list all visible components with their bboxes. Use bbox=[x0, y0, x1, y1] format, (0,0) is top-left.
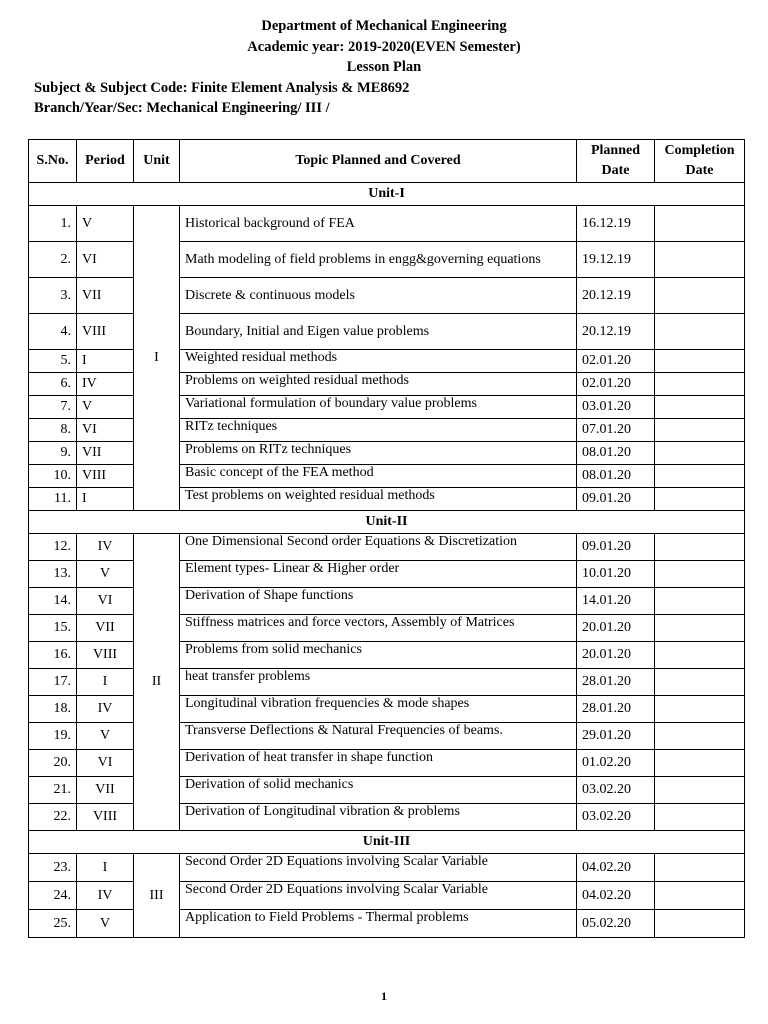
sno-cell: 11. bbox=[29, 488, 77, 511]
period-cell: VI bbox=[77, 419, 134, 442]
topic-cell: Problems on RITz techniques bbox=[180, 442, 577, 465]
sno-cell: 12. bbox=[29, 534, 77, 561]
col-header-period: Period bbox=[77, 140, 134, 183]
col-header-completion-date bbox=[655, 140, 745, 183]
completion-date-label-1: Completion bbox=[664, 143, 735, 158]
topic-cell: Historical background of FEA bbox=[180, 206, 577, 242]
planned-date-cell: 20.01.20 bbox=[577, 642, 655, 669]
topic-cell: Derivation of heat transfer in shape function bbox=[180, 750, 577, 777]
sno-cell: 14. bbox=[29, 588, 77, 615]
completion-date-cell bbox=[655, 696, 745, 723]
completion-date-label-2: Date bbox=[685, 163, 714, 178]
period-cell: VII bbox=[77, 278, 134, 314]
table-row bbox=[29, 534, 745, 561]
planned-date-cell: 03.02.20 bbox=[577, 777, 655, 804]
planned-date-cell: 08.01.20 bbox=[577, 465, 655, 488]
unit-header-unit-2: Unit-II bbox=[29, 511, 745, 534]
sno-cell: 4. bbox=[29, 314, 77, 350]
topic-cell: Stiffness matrices and force vectors, Assembly of Matrices bbox=[180, 615, 577, 642]
table-row bbox=[29, 206, 745, 242]
planned-date-cell: 09.01.20 bbox=[577, 534, 655, 561]
topic-cell: Transverse Deflections & Natural Frequencies of beams. bbox=[180, 723, 577, 750]
sno-cell: 21. bbox=[29, 777, 77, 804]
topic-cell: One Dimensional Second order Equations & Discretization bbox=[180, 534, 577, 561]
sno-cell: 17. bbox=[29, 669, 77, 696]
sno-cell: 13. bbox=[29, 561, 77, 588]
sno-cell: 7. bbox=[29, 396, 77, 419]
period-cell: IV bbox=[77, 534, 134, 561]
academic-year: Academic year: 2019-2020(EVEN Semester) bbox=[247, 38, 521, 55]
completion-date-cell bbox=[655, 561, 745, 588]
period-cell: IV bbox=[77, 882, 134, 910]
lesson-plan-table bbox=[28, 139, 745, 938]
planned-date-cell: 08.01.20 bbox=[577, 442, 655, 465]
planned-date-cell: 28.01.20 bbox=[577, 696, 655, 723]
sno-cell: 25. bbox=[29, 910, 77, 938]
topic-cell: Application to Field Problems - Thermal problems bbox=[180, 910, 577, 938]
completion-date-cell bbox=[655, 373, 745, 396]
topic-cell: Derivation of Longitudinal vibration & problems bbox=[180, 804, 577, 831]
topic-cell: Second Order 2D Equations involving Scalar Variable bbox=[180, 882, 577, 910]
topic-cell: Discrete & continuous models bbox=[180, 278, 577, 314]
topic-cell: Test problems on weighted residual methods bbox=[180, 488, 577, 511]
planned-date-cell: 02.01.20 bbox=[577, 350, 655, 373]
period-cell: I bbox=[77, 669, 134, 696]
period-cell: VI bbox=[77, 242, 134, 278]
planned-date-cell: 14.01.20 bbox=[577, 588, 655, 615]
topic-cell: Variational formulation of boundary value problems bbox=[180, 396, 577, 419]
completion-date-cell bbox=[655, 804, 745, 831]
topic-cell: Longitudinal vibration frequencies & mode shapes bbox=[180, 696, 577, 723]
sno-cell: 19. bbox=[29, 723, 77, 750]
period-cell: V bbox=[77, 561, 134, 588]
completion-date-cell bbox=[655, 910, 745, 938]
unit-header-row bbox=[29, 183, 745, 206]
sno-cell: 24. bbox=[29, 882, 77, 910]
unit-header-unit-1: Unit-I bbox=[29, 183, 745, 206]
completion-date-cell bbox=[655, 750, 745, 777]
completion-date-cell bbox=[655, 465, 745, 488]
completion-date-cell bbox=[655, 314, 745, 350]
unit-header-row bbox=[29, 831, 745, 854]
sno-cell: 3. bbox=[29, 278, 77, 314]
planned-date-cell: 03.01.20 bbox=[577, 396, 655, 419]
planned-date-cell: 10.01.20 bbox=[577, 561, 655, 588]
topic-cell: Derivation of Shape functions bbox=[180, 588, 577, 615]
document-title: Lesson Plan bbox=[346, 59, 422, 75]
department-title: Department of Mechanical Engineering bbox=[261, 18, 507, 34]
planned-date-cell: 07.01.20 bbox=[577, 419, 655, 442]
completion-date-cell bbox=[655, 854, 745, 882]
topic-cell: Basic concept of the FEA method bbox=[180, 465, 577, 488]
planned-date-label-1: Planned bbox=[590, 143, 640, 158]
topic-cell: heat transfer problems bbox=[180, 669, 577, 696]
period-cell: V bbox=[77, 396, 134, 419]
period-cell: V bbox=[77, 206, 134, 242]
sno-cell: 1. bbox=[29, 206, 77, 242]
completion-date-cell bbox=[655, 396, 745, 419]
sno-cell: 9. bbox=[29, 442, 77, 465]
planned-date-cell: 09.01.20 bbox=[577, 488, 655, 511]
topic-cell: Boundary, Initial and Eigen value problems bbox=[180, 314, 577, 350]
unit-header-unit-3: Unit-III bbox=[29, 831, 745, 854]
sno-cell: 23. bbox=[29, 854, 77, 882]
period-cell: IV bbox=[77, 696, 134, 723]
topic-cell: Math modeling of field problems in engg&governing equations bbox=[180, 242, 577, 278]
period-cell: VII bbox=[77, 442, 134, 465]
planned-date-cell: 20.12.19 bbox=[577, 278, 655, 314]
completion-date-cell bbox=[655, 442, 745, 465]
sno-cell: 22. bbox=[29, 804, 77, 831]
planned-date-cell: 01.02.20 bbox=[577, 750, 655, 777]
period-cell: VIII bbox=[77, 314, 134, 350]
planned-date-cell: 16.12.19 bbox=[577, 206, 655, 242]
period-cell: VI bbox=[77, 588, 134, 615]
unit-cell: III bbox=[134, 854, 180, 938]
period-cell: VII bbox=[77, 777, 134, 804]
period-cell: VIII bbox=[77, 465, 134, 488]
sno-cell: 20. bbox=[29, 750, 77, 777]
period-cell: I bbox=[77, 488, 134, 511]
completion-date-cell bbox=[655, 642, 745, 669]
completion-date-cell bbox=[655, 882, 745, 910]
planned-date-cell: 03.02.20 bbox=[577, 804, 655, 831]
completion-date-cell bbox=[655, 777, 745, 804]
planned-date-cell: 20.12.19 bbox=[577, 314, 655, 350]
period-cell: VI bbox=[77, 750, 134, 777]
table-row bbox=[29, 854, 745, 882]
topic-cell: Weighted residual methods bbox=[180, 350, 577, 373]
sno-cell: 15. bbox=[29, 615, 77, 642]
period-cell: IV bbox=[77, 373, 134, 396]
unit-cell: II bbox=[134, 534, 180, 831]
completion-date-cell bbox=[655, 615, 745, 642]
topic-cell: RITz techniques bbox=[180, 419, 577, 442]
sno-cell: 6. bbox=[29, 373, 77, 396]
planned-date-cell: 19.12.19 bbox=[577, 242, 655, 278]
period-cell: I bbox=[77, 350, 134, 373]
col-header-topic: Topic Planned and Covered bbox=[180, 140, 577, 183]
topic-cell: Problems from solid mechanics bbox=[180, 642, 577, 669]
branch-line: Branch/Year/Sec: Mechanical Engineering/ III / bbox=[34, 100, 330, 116]
topic-cell: Second Order 2D Equations involving Scalar Variable bbox=[180, 854, 577, 882]
col-header-sno: S.No. bbox=[29, 140, 77, 183]
period-cell: V bbox=[77, 723, 134, 750]
completion-date-cell bbox=[655, 588, 745, 615]
period-cell: VIII bbox=[77, 642, 134, 669]
sno-cell: 10. bbox=[29, 465, 77, 488]
unit-cell: I bbox=[134, 206, 180, 511]
subject-line: Subject & Subject Code: Finite Element Analysis & ME8692 bbox=[34, 79, 410, 96]
completion-date-cell bbox=[655, 534, 745, 561]
completion-date-cell bbox=[655, 488, 745, 511]
period-cell: VII bbox=[77, 615, 134, 642]
sno-cell: 8. bbox=[29, 419, 77, 442]
sno-cell: 5. bbox=[29, 350, 77, 373]
planned-date-cell: 20.01.20 bbox=[577, 615, 655, 642]
col-header-planned-date bbox=[577, 140, 655, 183]
planned-date-cell: 29.01.20 bbox=[577, 723, 655, 750]
sno-cell: 2. bbox=[29, 242, 77, 278]
planned-date-label-2: Date bbox=[601, 163, 630, 178]
period-cell: VIII bbox=[77, 804, 134, 831]
period-cell: I bbox=[77, 854, 134, 882]
col-header-unit: Unit bbox=[134, 140, 180, 183]
planned-date-cell: 04.02.20 bbox=[577, 854, 655, 882]
page-number: 1 bbox=[381, 989, 387, 1003]
planned-date-cell: 02.01.20 bbox=[577, 373, 655, 396]
document-header bbox=[0, 16, 768, 119]
table-header-row bbox=[29, 140, 745, 183]
completion-date-cell bbox=[655, 242, 745, 278]
sno-cell: 16. bbox=[29, 642, 77, 669]
unit-header-row bbox=[29, 511, 745, 534]
completion-date-cell bbox=[655, 669, 745, 696]
topic-cell: Element types- Linear & Higher order bbox=[180, 561, 577, 588]
period-cell: V bbox=[77, 910, 134, 938]
completion-date-cell bbox=[655, 206, 745, 242]
completion-date-cell bbox=[655, 723, 745, 750]
completion-date-cell bbox=[655, 419, 745, 442]
completion-date-cell bbox=[655, 350, 745, 373]
completion-date-cell bbox=[655, 278, 745, 314]
planned-date-cell: 05.02.20 bbox=[577, 910, 655, 938]
planned-date-cell: 28.01.20 bbox=[577, 669, 655, 696]
planned-date-cell: 04.02.20 bbox=[577, 882, 655, 910]
topic-cell: Problems on weighted residual methods bbox=[180, 373, 577, 396]
sno-cell: 18. bbox=[29, 696, 77, 723]
topic-cell: Derivation of solid mechanics bbox=[180, 777, 577, 804]
